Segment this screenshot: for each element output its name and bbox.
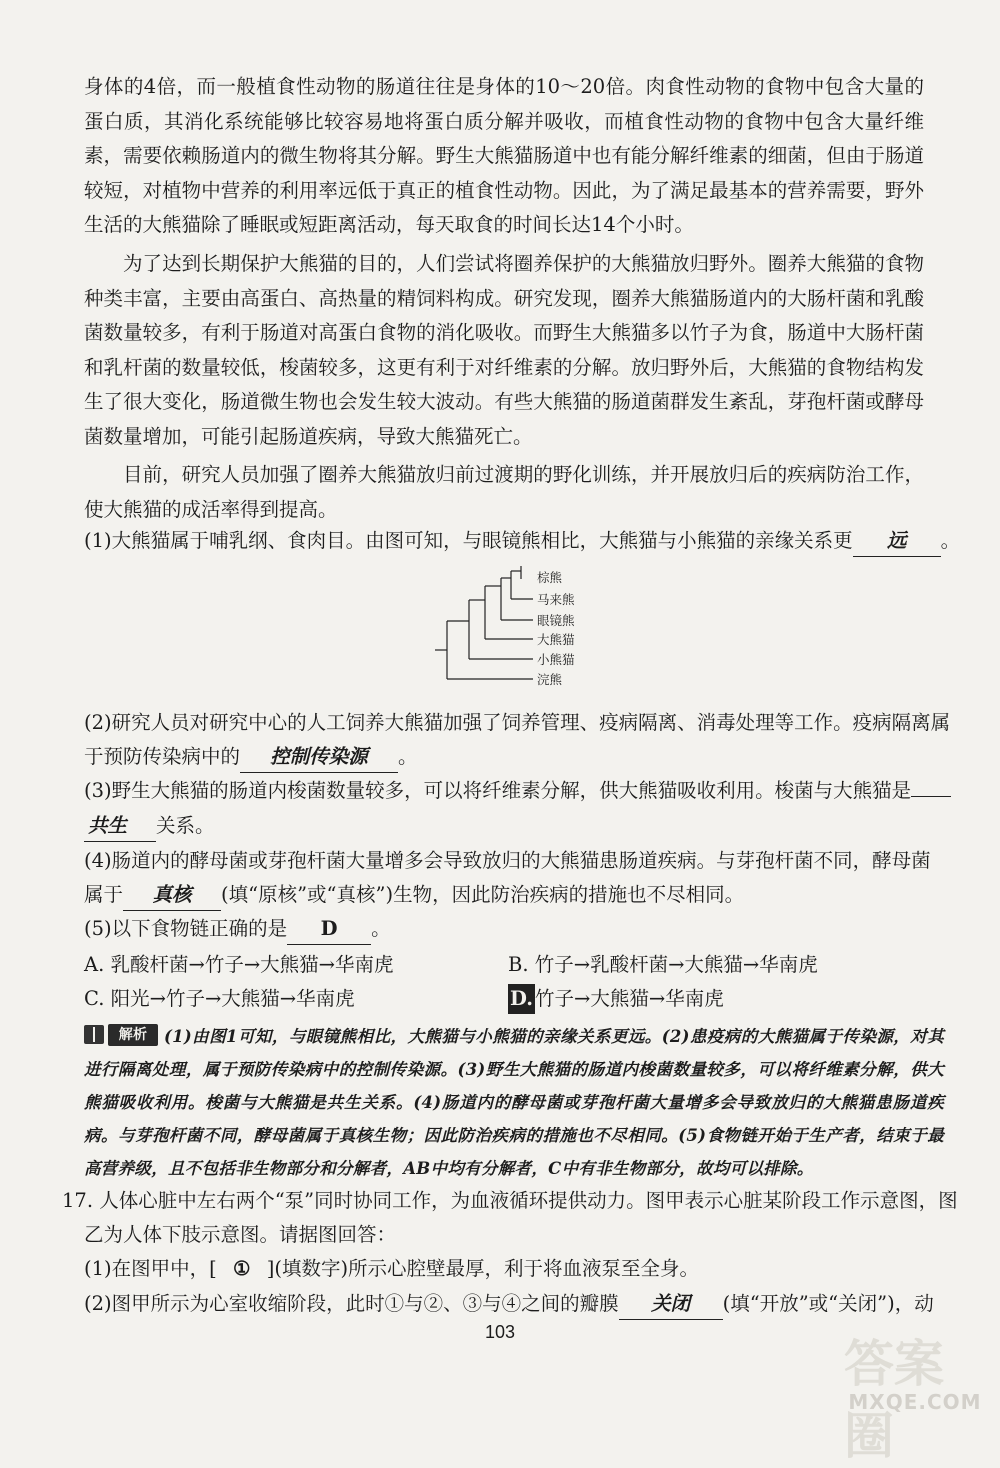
- question-1-answer: 远: [853, 526, 941, 557]
- question-3-blank-start: [911, 796, 951, 797]
- tree-label-giant-panda: 大熊猫: [537, 632, 575, 647]
- question-1-text: (1)大熊猫属于哺乳纲、食肉目。由图可知，与眼镜熊相比，大熊猫与小熊猫的亲缘关系更: [84, 529, 853, 552]
- tree-label-spectacled-bear: 眼镜熊: [537, 613, 575, 628]
- page-number: 103: [484, 1322, 516, 1342]
- tree-label-red-panda: 小熊猫: [537, 652, 575, 667]
- question-4-line-2: [84, 880, 744, 911]
- question-5: [84, 914, 391, 945]
- tree-label-brown-bear: 棕熊: [537, 570, 563, 585]
- question-17-sub-1-answer: ①: [232, 1257, 251, 1280]
- question-17-sub-2-answer: 关闭: [619, 1289, 723, 1320]
- analysis-tag-label: 解析: [108, 1024, 158, 1046]
- question-4-line-1: (4)肠道内的酵母菌或芽孢杆菌大量增多会导致放归的大熊猫患肠道疾病。与芽孢杆菌不同，酵母菌: [84, 849, 931, 872]
- question-5-text: (5)以下食物链正确的是: [84, 917, 288, 940]
- question-5-answer: D: [287, 914, 371, 945]
- question-4-answer: 真核: [123, 880, 221, 911]
- question-4-end: (填“原核”或“真核”)生物，因此防治疾病的措施也不尽相同。: [221, 883, 745, 906]
- option-b: B. 竹子→乳酸杆菌→大熊猫→华南虎: [508, 953, 818, 976]
- question-3-end: 关系。: [156, 814, 215, 837]
- question-17-stem-line-2: 乙为人体下肢示意图。请据图回答：: [84, 1223, 397, 1246]
- question-3-line-1: [84, 776, 951, 806]
- analysis-tag: [84, 1024, 160, 1046]
- question-17-sub-2: [84, 1289, 934, 1320]
- question-4-prefix: 属于: [84, 883, 124, 906]
- question-2-end: 。: [398, 745, 418, 768]
- intro-paragraph-3: 目前，研究人员加强了圈养大熊猫放归前过渡期的野化训练，并开展放归后的疾病防治工作，使大熊猫的成活率得到提高。: [84, 463, 924, 521]
- intro-paragraph-1: 身体的4倍，而一般植食性动物的肠道往往是身体的10～20倍。肉食性动物的食物中包含大量的蛋白质，其消化系统能够比较容易地将蛋白质分解并吸收，而植食性动物的食物中包含大量纤维素，需要依赖肠道内的微生物将其分解。野生大熊猫肠道中也有能分解纤维素的细菌，但由于肠道较短，对植物中营养的利用率远低于真正的植食性动物。因此，为了满足最基本的营养需要，野外生活的大熊猫除了睡眠或短距离活动，每天取食的时间长达14个小时。: [84, 75, 924, 236]
- question-17-sub-1-end: ](填数字)所示心腔壁最厚，利于将血液泵至全身。: [266, 1257, 700, 1280]
- question-5-end: 。: [371, 917, 391, 940]
- watermark-domain: MXQE.COM: [848, 1390, 982, 1414]
- question-3-line-2: [84, 811, 215, 842]
- option-a: A. 乳酸杆菌→竹子→大熊猫→华南虎: [84, 953, 394, 976]
- option-c: C. 阳光→竹子→大熊猫→华南虎: [84, 987, 355, 1010]
- question-1-end: 。: [940, 529, 961, 552]
- intro-paragraph-2: 为了达到长期保护大熊猫的目的，人们尝试将圈养保护的大熊猫放归野外。圈养大熊猫的食物种类丰富，主要由高蛋白、高热量的精饲料构成。研究发现，圈养大熊猫肠道内的大肠杆菌和乳酸菌数量较多，有利于肠道对高蛋白食物的消化吸收。而野生大熊猫多以竹子为食，肠道中大肠杆菌和乳杆菌的数量较低，梭菌较多，这更有利于对纤维素的分解。放归野外后，大熊猫的食物结构发生了很大变化，肠道微生物也会发生较大波动。有些大熊猫的肠道菌群发生紊乱，芽孢杆菌或酵母菌数量增加，可能引起肠道疾病，导致大熊猫死亡。: [84, 252, 924, 448]
- question-17-sub-1: [84, 1254, 699, 1284]
- option-d-text: 竹子→大熊猫→华南虎: [535, 987, 724, 1010]
- question-17-sub-1-prefix: (1)在图甲中，[: [84, 1257, 217, 1280]
- question-2-line-2: [84, 742, 418, 773]
- analysis-text: (1)由图1可知，与眼镜熊相比，大熊猫与小熊猫的亲缘关系更远。(2)患疫病的大熊猫属于传染源，对其进行隔离处理，属于预防传染病中的控制传染源。(3)野生大熊猫的肠道内梭菌数量较多，可以将纤维素分解，供大熊猫吸收利用。梭菌与大熊猫是共生关系。(4)肠道内的酵母菌或芽孢杆菌大量增多会导致放归的大熊猫患肠道疾病。与芽孢杆菌不同，酵母菌属于真核生物；因此防治疾病的措施也不尽相同。(5)食物链开始于生产者，结束于最高营养级，且不包括非生物部分和分解者，AB中均有分解者，C中有非生物部分，故均可以排除。: [84, 1027, 944, 1178]
- option-d-selected-letter: D.: [508, 984, 535, 1014]
- analysis-block: [84, 1020, 944, 1185]
- tree-branches: [435, 566, 533, 679]
- tree-label-raccoon: 浣熊: [537, 672, 563, 687]
- question-2-answer: 控制传染源: [240, 742, 398, 773]
- tree-label-sun-bear: 马来熊: [537, 592, 575, 607]
- question-3-answer: 共生: [84, 811, 156, 842]
- watermark-logo: [840, 1324, 990, 1465]
- question-3-text: (3)野生大熊猫的肠道内梭菌数量较多，可以将纤维素分解，供大熊猫吸收利用。梭菌与大熊猫是: [84, 779, 912, 802]
- question-2-line-1: (2)研究人员对研究中心的人工饲养大熊猫加强了饲养管理、疫病隔离、消毒处理等工作。疫病隔离属: [84, 711, 951, 734]
- question-1: [84, 526, 960, 557]
- question-17-stem-line-1: 17. 人体心脏中左右两个“泵”同时协同工作，为血液循环提供动力。图甲表示心脏某阶段工作示意图，图: [62, 1189, 958, 1212]
- book-icon: [84, 1025, 104, 1044]
- question-17-sub-2-end: (填“开放”或“关闭”)，动: [722, 1292, 934, 1315]
- watermark-title: 答案圈: [844, 1335, 944, 1465]
- question-2-prefix: 于预防传染病中的: [84, 745, 241, 768]
- question-17-sub-2-prefix: (2)图甲所示为心室收缩阶段，此时①与②、③与④之间的瓣膜: [84, 1292, 619, 1315]
- phylogenetic-tree-figure: [425, 566, 625, 696]
- option-d: [508, 984, 724, 1014]
